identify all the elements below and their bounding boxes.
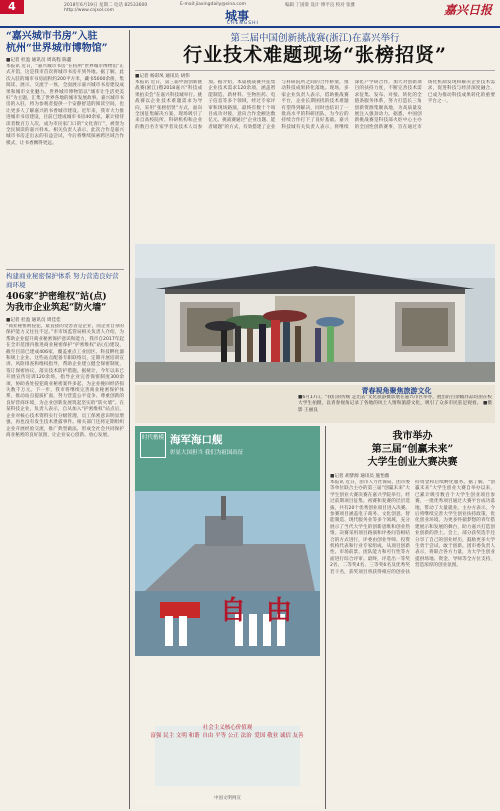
museum-photo-illustration: [135, 244, 495, 382]
article2-kicker: 构建商业秘密保护体系 努力营造良好营商环境: [6, 272, 119, 289]
newspaper-masthead: 嘉兴日报: [444, 3, 493, 17]
article1-body: 本报讯 近日，“嘉兴城市书房”在杭州“世界城市博物馆”正式开馆，这是我市首次将城市书房开到外地。据了解，此次入驻的城市书房面积约200平方米，藏书5000余册，集阅读、展示、交流于一体，全面展示嘉兴城市书房建设成果和城市文化魅力。世界城市博物馆以“城市让生活更美好”为主题，汇集了世界各地的城市发展故事。嘉兴城市书房的入驻，将为参观者提供一个安静舒适的阅读空间，也让更多人了解嘉兴的书香城市建设。近年来，我市大力推进城市书房建设，目前已建成城市书房40余家，累计接待读者数百万人次，成为市民家门口的“文化客厅”，被誉为全民阅读的嘉兴样本。相关负责人表示，此次合作是嘉兴城市书房走出去的有益尝试，今后将继续探索跨区域合作模式，让书香飘得更远。: [6, 64, 124, 146]
values-group-3: 爱国 敬业 诚信 友善: [254, 733, 304, 739]
article2-byline: ■记者 杜盈 通讯员 周佳佳: [6, 318, 61, 323]
main-story-title: 行业技术难题现场“张榜招贤”: [183, 44, 447, 66]
column-divider-right: [325, 426, 326, 809]
poster-credit: 中国文明网宣: [214, 796, 241, 801]
contact-email[interactable]: E-mail:jiaxingdaily@sina.com: [180, 2, 247, 7]
article3-byline: ■记者 胡梦源 通讯员 施怡薇: [330, 474, 390, 479]
poster-banner-title: 海军海口舰: [170, 434, 223, 446]
section-pinyin: CHENGSHI: [227, 21, 259, 26]
issue-date: 2018年6月19日 星期二 电话 82533600: [64, 3, 148, 8]
column-divider: [129, 30, 130, 809]
values-group-2: 自由 平等 公正 法治: [202, 733, 252, 739]
main-story-byline: ■记者 杨彩凤 通讯员 胡伟: [135, 74, 190, 79]
article2-body: “商业秘密被侵犯，最直接的受害者是企业，而企业自身的保护能力又往往不足。”市市场监管局相关负责人介绍，为帮助企业提升商业秘密保护意识和能力，我市自2017年起在全市范围内推进商业秘密保护“护密维权”站(点)建设，截至目前已建成406家，覆盖重点工业园区、科技孵化器和规上企业。这些站点配备专职联络员，定期开展培训宣讲、风险排查和维权指导，帮助企业建立健全保密制度，签订保密协议，落实技术防护措施。据统计，今年以来已开展宣传培训120余场，指导企业完善保密制度300余项，协助查处侵犯商业秘密案件多起，为企业挽回经济损失数千万元。下一步，我市将继续完善商业秘密保护体系，推动站点提质扩面，努力营造公平竞争、尊重创新的良好营商环境，为企业创新发展筑起坚实的“防火墙”。在某科技企业，负责人表示，自从加入“护密维权”站点后，企业对核心技术资料实行分级管理，员工保密意识明显增强，再也没有发生技术泄露事件。相关部门还将定期组织企业开展经验交流，推广典型做法，形成全社会共同保护商业秘密的良好氛围，让企业安心创新、放心发展。: [6, 324, 124, 438]
page-url[interactable]: http://www.cnjxol.com: [64, 8, 114, 13]
poster-large-chars: 自由: [220, 596, 313, 626]
page-number: 4: [0, 0, 24, 14]
poster-banner-subtitle: 彰显大国担当 我们为祖国出征: [170, 450, 244, 456]
article3-body: 本报讯 近日，由市人力社保局、团市委等单位联合主办的第三届“创赢未来”大学生创业大赛决赛在嘉兴学院举行。经过前期项目征集、初赛和复赛的层层选拔，共有20个优秀创业项目进入决赛。参赛项目涵盖电子商务、文化创意、智能制造、现代服务业等多个领域，充分展示了当代大学生的创新思维和创业热情。决赛采用项目路演和评委问答相结合的方式进行，评委由创业导师、投资机构代表和行业专家组成，从项目创新性、市场前景、团队能力和可行性等方面进行综合评审。最终，评选出一等奖2名、二等奖4名、三等奖6名及优秀奖若干名，获奖项目将获得相应的创业扶持资金和后续孵化服务。据了解，“创赢未来”大学生创业大赛自举办以来，已累计吸引数百个大学生创业项目参赛，一批优秀项目通过大赛平台成功落地，带动了大量就业。主办方表示，今后将继续完善大学生创业扶持政策，优化创业环境，为更多怀揣梦想的青年搭建展示和发展的舞台，助力嘉兴打造创业创新的热土。会上，部分获奖选手还分享了自己的创业经历，鼓励更多大学生勇于尝试、敢于创新。团市委负责人表示，将联合各方力量，为大学生创业提供场地、资金、导师等全方位支持，营造浓厚的创业氛围。: [330, 480, 495, 575]
photo-caption-text: ■6月17日，“我们的传统 走出去”文化旅游摄影展在嘉兴市区举办，展出的百余幅作品均由在校大学生拍摄，以青春视角记录了各地的风土人情和旅游文化，吸引了众多市民驻足观看。 ■摄影 王丽良: [298, 395, 492, 413]
editor-credits: 编辑 丁国梁 设计 傅平良 校对 张雅: [285, 3, 356, 8]
main-story-kicker: 第三届中国创新挑战赛(浙江)在嘉兴举行: [230, 33, 400, 44]
article2-title: 406家“护密维权”站(点) 为我市企业筑起“防火墙”: [6, 292, 107, 313]
header-rule: [0, 26, 500, 28]
main-story-body: 本报讯 近日，第三届中国创新挑战赛(浙江)暨2018嘉兴“科技成果拍卖会”在嘉兴科技城举行。挑战赛以企业技术难题需求为导向，采用“张榜招贤”方式，面向全国征集解决方案，现场吸引了来自高校院所、科研机构和企业的数百名专家学者及技术人员参加。据介绍，本届挑战赛共征集企业技术需求120余项，涵盖智能制造、新材料、生物医药、电子信息等多个领域，经过专家评审和现场路演，最终有数十个项目成功对接，意向合作金额达数亿元。挑战赛通过“企业出题、能者破题”的方式，有效搭建了企业与科研院所之间的合作桥梁，推动科技成果转化落地。现场，多家企业负责人表示，借助挑战赛平台，企业长期困扰的技术难题有望得到解决，同时也结识了一批高水平的科研团队，为今后的持续合作打下了良好基础。嘉兴科技城有关负责人表示，将继续深化产学研合作，加大对创新项目的扶持力度，不断完善技术需求征集、发布、对接、转化的全链条服务体系，努力打造长三角创新资源集聚高地，为高质量发展注入强劲动力。据悉，中国创新挑战赛是科技部火炬中心主办的全国性创新赛事，旨在通过市场化机制发现和解决企业技术需求，促进科技与经济深度融合，已成为推动科技成果转化的重要平台之一。: [135, 80, 495, 130]
museum-photo: [135, 244, 495, 382]
article-divider: [6, 269, 124, 270]
article1-byline: ■记者 杜盈 通讯员 周高程 陈蕙: [6, 58, 72, 63]
values-group-1: 富强 民主 文明 和谐: [150, 733, 200, 739]
section-title: 城事: [225, 9, 250, 23]
poster-stamp: 时代楷模: [140, 432, 166, 458]
article3-title: 我市举办 第三届“创赢未来” 大学生创业大赛决赛: [367, 431, 458, 468]
values-heading: 社会主义核心价值观: [202, 725, 253, 731]
photo-caption-title: 青春视角聚焦旅游文化: [361, 386, 432, 395]
main-story-rule: [135, 70, 495, 71]
article1-title: “嘉兴城市书房”入驻 杭州“世界城市博物馆”: [6, 31, 108, 54]
